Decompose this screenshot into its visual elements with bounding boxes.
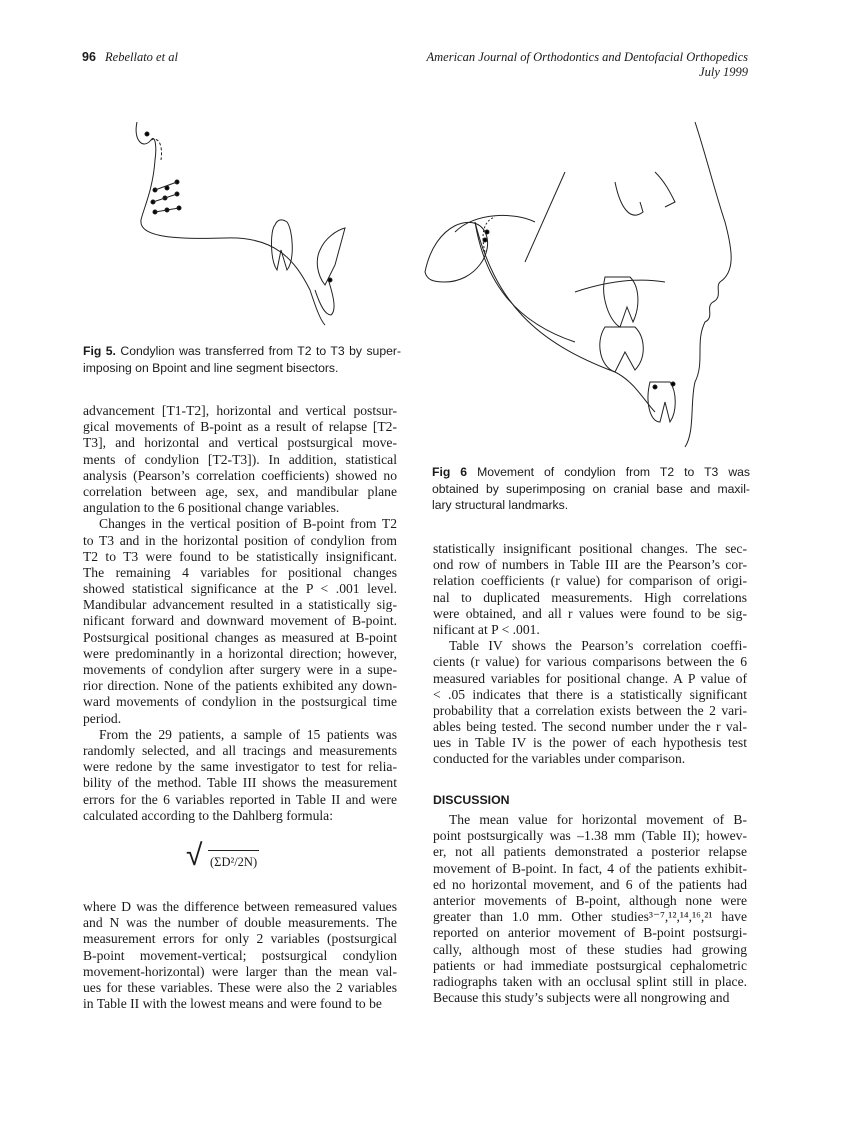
text-line: bility of the method. Table III shows the measurement (83, 775, 397, 791)
caption-line: obtained by superimposing on cranial base and maxil- (432, 481, 750, 496)
figure-5-tracing (125, 110, 360, 330)
figure-5-caption (83, 343, 401, 376)
text-line: patients or had immediate postsurgical cephalometric (433, 957, 747, 973)
text-line: correlation between age, sex, and mandibular plane (83, 483, 397, 499)
text-line: errors for the 6 variables reported in Table II and were (83, 791, 397, 807)
section-heading-discussion: DISCUSSION (433, 793, 510, 807)
text-line: movements of condylion after surgery were in a supe- (83, 662, 397, 677)
right-column-body (433, 541, 747, 768)
text-line: analysis (Pearson’s correlation coefficients) showed no (83, 467, 397, 483)
text-line: showed statistical significance at the P < .001 level. (83, 581, 397, 597)
running-header-left (82, 50, 178, 65)
text-line: ues for these variables. These were also the 2 variables (83, 979, 397, 995)
text-line: measured variables for positional change. A P value of (433, 670, 747, 686)
paragraph (433, 812, 747, 1006)
journal-title: American Journal of Orthodontics and Dentofacial Orthopedics (426, 50, 748, 64)
paragraph (83, 516, 397, 726)
text-line: in Table II with the lowest means and were found to be (83, 996, 382, 1012)
text-line: gical movements of B-point as a result of relapse [T2- (83, 419, 397, 435)
text-line: Postsurgical positional changes as measured at B-point (83, 629, 397, 645)
left-column-body (83, 403, 397, 824)
text-line: T3], and horizontal and vertical postsurgical move- (83, 435, 397, 451)
dahlberg-formula (186, 838, 259, 873)
text-line: were predominantly in a horizontal direction; however, (83, 645, 397, 661)
text-line: conducted for the variables under comparison. (433, 751, 686, 767)
text-line: The remaining 4 variables for positional changes (83, 564, 397, 580)
text-line: period. (83, 710, 122, 726)
text-line: greater than 1.0 mm. Other studies³⁻⁷,¹²,¹⁴,¹⁶,²¹ have (433, 909, 747, 925)
text-line: ed no horizontal movement, and 6 of the patients had (433, 876, 747, 892)
paragraph (433, 638, 747, 768)
caption-line: lary structural landmarks. (432, 498, 569, 512)
text-line: and N was the number of double measurements. The (83, 915, 397, 931)
caption-line: Condylion was transferred from T2 to T3 by super- (120, 344, 401, 358)
text-line: T2 to T3 were found to be statistically insignificant. (83, 548, 397, 564)
text-line: nificant forward and downward movement of B-point. (83, 613, 397, 629)
caption-line: imposing on Bpoint and line segment bisectors. (83, 360, 339, 375)
text-line: Because this study’s subjects were all nongrowing and (433, 990, 730, 1006)
text-line: statistically insignificant positional changes. The sec- (433, 541, 747, 556)
left-column-body-continued (83, 899, 397, 1012)
text-line: randomly selected, and all tracings and measurements (83, 742, 397, 758)
text-line: ward movements of condylion in the postsurgical time (83, 694, 397, 710)
text-line: ues in Table IV is the power of each hypothesis test (433, 735, 747, 751)
text-line: advancement [T1-T2], horizontal and vertical postsur- (83, 403, 397, 418)
text-line: rior direction. None of the patients exhibited any down- (83, 678, 397, 694)
paragraph (83, 403, 397, 516)
figure-6-label: Fig 6 (432, 465, 468, 479)
text-line: ables being tested. The second number under the r val- (433, 719, 747, 735)
text-line: movement-horizontal) were larger than the mean val- (83, 963, 397, 979)
text-line: Changes in the vertical position of B-point from T2 (99, 516, 397, 532)
text-line: ond row of numbers in Table III are the Pearson’s cor- (433, 557, 747, 573)
text-line: From the 29 patients, a sample of 15 patients was (99, 726, 397, 742)
text-line: nificant at P < .001. (433, 621, 540, 637)
text-line: where D was the difference between remeasured values (83, 899, 397, 914)
text-line: calculated according to the Dahlberg formula: (83, 807, 333, 823)
text-line: to T3 and in the horizontal position of condylion from (83, 532, 397, 548)
text-line: The mean value for horizontal movement of B- (449, 812, 747, 827)
text-line: Mandibular advancement resulted in a statistically sig- (83, 597, 397, 613)
square-root-sign: √ (186, 838, 203, 873)
text-line: cients (r value) for various comparisons between the 6 (433, 654, 747, 670)
figure-6-caption (432, 464, 750, 514)
text-line: point postsurgically was –1.38 mm (Table II); howev- (433, 828, 747, 844)
paragraph (83, 899, 397, 1012)
formula-text: (ΣD²/2N) (208, 850, 259, 870)
running-header-right (427, 50, 749, 80)
text-line: Table IV shows the Pearson’s correlation coeffi- (449, 638, 747, 654)
running-authors: Rebellato et al (105, 50, 178, 64)
text-line: er, not all patients demonstrated a posterior relapse (433, 844, 747, 860)
text-line: cally, although most of these studies had growing (433, 941, 747, 957)
page-number: 96 (82, 50, 96, 64)
text-line: nal to duplicated measurements. High correlations (433, 589, 747, 605)
caption-line: Movement of condylion from T2 to T3 was (477, 465, 750, 479)
paragraph (433, 541, 747, 638)
text-line: anterior movements of B-point, although none were (433, 892, 747, 908)
text-line: relation coefficients (r value) for comparison of origi- (433, 573, 747, 589)
text-line: probability that a correlation exists between the 2 vari- (433, 702, 747, 718)
paragraph (83, 727, 397, 824)
figure-6-tracing (415, 112, 755, 452)
text-line: were obtained, and all r values were found to be sig- (433, 605, 747, 621)
text-line: ments of condylion [T2-T3]). In addition, statistical (83, 451, 397, 467)
text-line: B-point movement-vertical; postsurgical condylion (83, 947, 397, 963)
text-line: angulation to the 6 positional change variables. (83, 500, 340, 516)
figure-5-label: Fig 5. (83, 344, 116, 358)
text-line: < .05 indicates that there is a statistically significant (433, 686, 747, 702)
text-line: reported on anterior movement of B-point postsurgi- (433, 925, 747, 941)
text-line: radiographs taken with an occlusal splint still in place. (433, 973, 747, 989)
text-line: were redone by the same investigator to test for relia- (83, 759, 397, 775)
discussion-body (433, 812, 747, 1006)
text-line: movement of B-point. In fact, 4 of the patients exhibit- (433, 860, 747, 876)
issue-date: July 1999 (699, 65, 748, 79)
text-line: measurement errors for only 2 variables (postsurgical (83, 931, 397, 947)
